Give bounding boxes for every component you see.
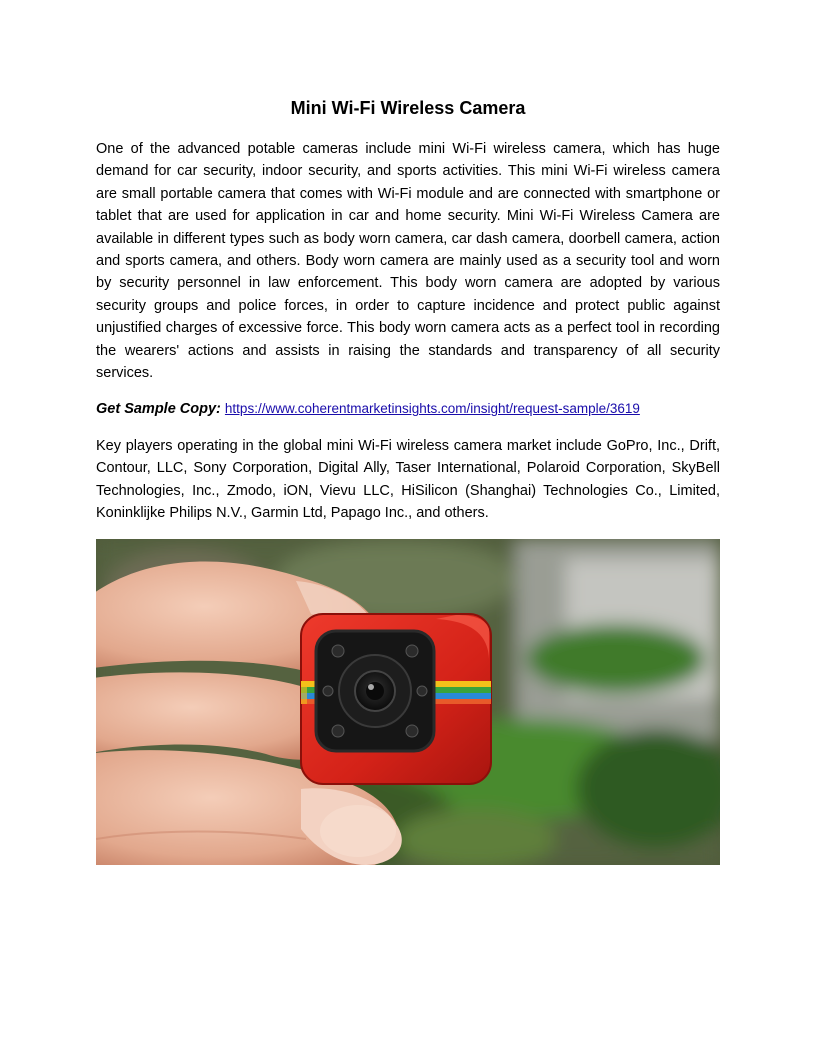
document-title: Mini Wi-Fi Wireless Camera — [290, 98, 526, 118]
sample-copy-line — [96, 398, 720, 420]
sample-copy-link[interactable]: https://www.coherentmarketinsights.com/insight/request-sample/3619 — [224, 401, 640, 417]
key-players-paragraph: Key players operating in the global mini Wi-Fi wireless camera market include GoPro, Inc., Drift, Contour, LLC, Sony Corporation, Digital Ally, Taser International, Polaroid Corporation, SkyBell Technologies, Inc., Zmodo, iON, Vievu LLC, HiSilicon (Shanghai) Technologies Co., Limited, Koninklijke Philips N.V., Garmin Ltd, Papago Inc., and others. — [96, 437, 720, 522]
intro-paragraph: One of the advanced potable cameras include mini Wi-Fi wireless camera, which has huge demand for car security, indoor security, and sports activities. This mini Wi-Fi wireless camera are small portable camera that comes with Wi-Fi module and are connected with smartphone or tablet that are used for application in car and home security. Mini Wi-Fi Wireless Camera are available in different types such as body worn camera, car dash camera, doorbell camera, action and sports camera, and others. Body worn camera are mainly used as a security tool and worn by security personnel in law enforcement. This body worn camera are adopted by various security groups and police forces, in order to capture incidence and protect public against unjustified charges of excessive force. This body worn camera acts as a perfect tool in recording the wearers' actions and assists in raising the standards and transparency of all security services. — [96, 141, 720, 382]
document-page — [96, 96, 720, 539]
camera-photo-illustration — [96, 539, 720, 865]
camera-photo — [96, 539, 720, 865]
sample-copy-label: Get Sample Copy: — [96, 401, 221, 418]
camera-body — [301, 614, 491, 784]
